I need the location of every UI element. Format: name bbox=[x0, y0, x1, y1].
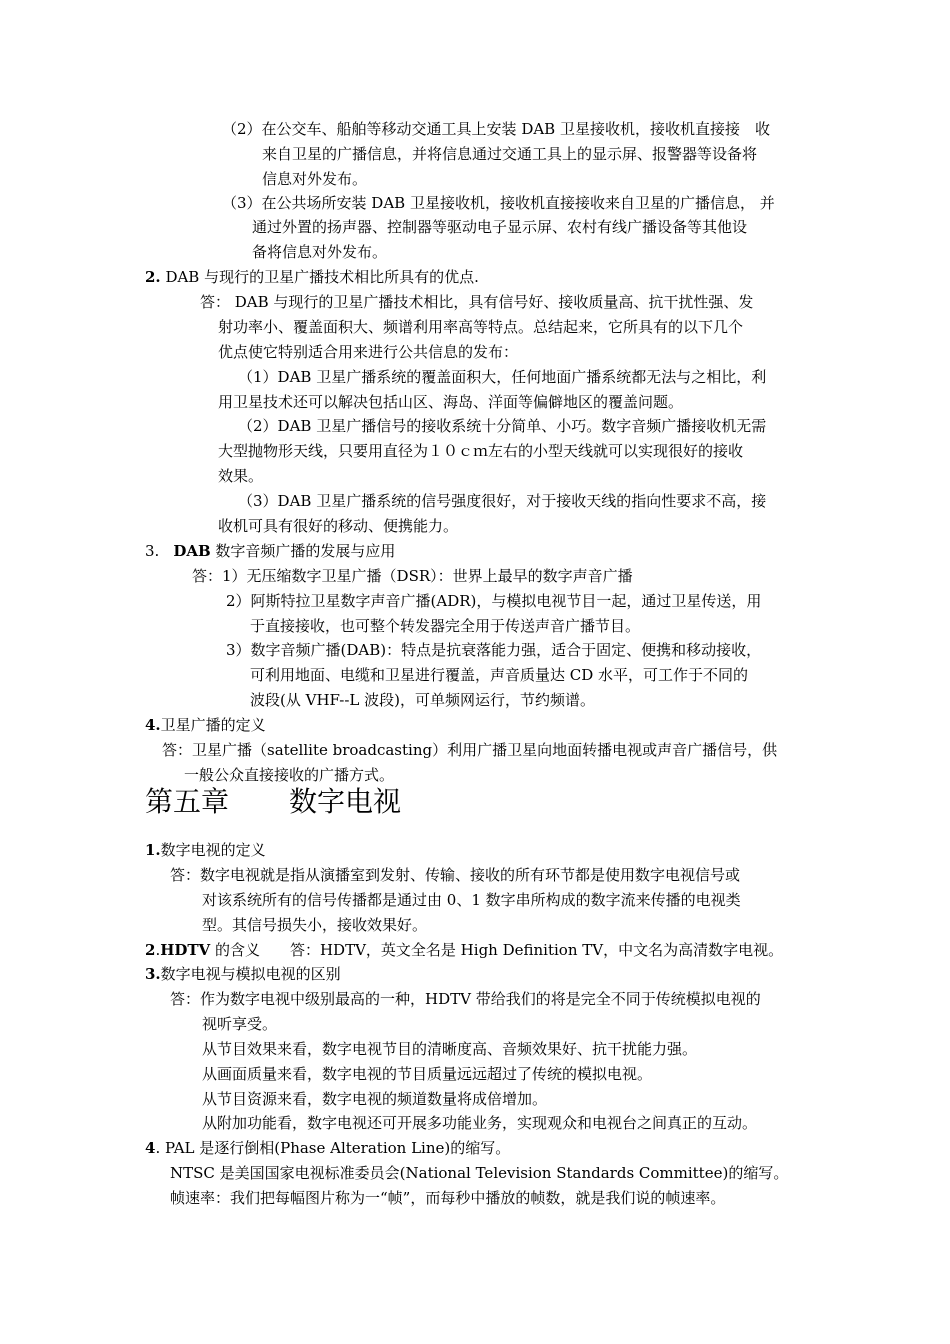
dab-use-2-line-1: （2）在公交车、船舶等移动交通工具上安装 DAB 卫星接收机，接收机直接接 收 bbox=[222, 120, 770, 138]
q3-heading bbox=[145, 539, 395, 564]
q3-answer-3-line-3: 波段(从 VHF--L 波段)，可单频网运行，节约频谱。 bbox=[250, 691, 595, 709]
dab-use-2-line-2: 来自卫星的广播信息，并将信息通过交通工具上的显示屏、报警器等设备将 bbox=[262, 145, 758, 163]
q3-title-bold: DAB bbox=[173, 542, 211, 560]
q3-number: 3. bbox=[145, 542, 160, 560]
q2-answer-line-1: 答： DAB 与现行的卫星广播技术相比，具有信号好、接收质量高、抗干扰性强、发 bbox=[200, 293, 754, 311]
q4-title: 卫星广播的定义 bbox=[160, 716, 266, 734]
c2-rest: 的含义 答：HDTV，英文全名是 High Definition TV，中文名为高清数字电视。 bbox=[210, 941, 784, 959]
q2-point-1-line-1: （1）DAB 卫星广播系统的覆盖面积大，任何地面广播系统都无法与之相比，利 bbox=[238, 368, 767, 386]
c1-answer-line-1: 答：数字电视就是指从演播室到发射、传输、接收的所有环节都是使用数字电视信号或 bbox=[170, 866, 741, 884]
dab-use-2-line-3: 信息对外发布。 bbox=[262, 170, 368, 188]
c3-answer-line-1: 答：作为数字电视中级别最高的一种，HDTV 带给我们的将是完全不同于传统模拟电视的 bbox=[170, 990, 761, 1008]
c1-answer-line-3: 型。其信号损失小，接收效果好。 bbox=[202, 916, 428, 934]
chapter-title bbox=[145, 784, 401, 820]
q2-point-2-line-1: （2）DAB 卫星广播信号的接收系统十分简单、小巧。数字音频广播接收机无需 bbox=[238, 417, 767, 435]
q2-heading bbox=[145, 265, 479, 290]
c2-dot: . bbox=[155, 941, 161, 959]
q3-answer-3-line-2: 可利用地面、电缆和卫星进行覆盖，声音质量达 CD 水平，可工作于不同的 bbox=[250, 666, 749, 684]
c3-point-4: 从附加功能看，数字电视还可开展多功能业务，实现观众和电视台之间真正的互动。 bbox=[202, 1114, 758, 1132]
c1-answer-line-2: 对该系统所有的信号传播都是通过由 0、1 数字串所构成的数字流来传播的电视类 bbox=[202, 891, 741, 909]
q4-answer-line-1: 答：卫星广播（satellite broadcasting）利用广播卫星向地面转播电视或声音广播信号，供 bbox=[162, 741, 778, 759]
chapter-number: 第五章 bbox=[145, 785, 230, 818]
c2-line bbox=[145, 938, 783, 963]
q2-point-2-line-3: 效果。 bbox=[218, 467, 264, 485]
dab-use-3-line-1: （3）在公共场所安装 DAB 卫星接收机，接收机直接接收来自卫星的广播信息， 并 bbox=[222, 194, 775, 212]
c3-point-2: 从画面质量来看，数字电视的节目质量远远超过了传统的模拟电视。 bbox=[202, 1065, 653, 1083]
q3-answer-2-line-2: 于直接接收，也可整个转发器完全用于传送声音广播节目。 bbox=[250, 617, 641, 635]
q2-title: DAB 与现行的卫星广播技术相比所具有的优点. bbox=[160, 268, 479, 286]
q2-answer-line-3: 优点使它特别适合用来进行公共信息的发布： bbox=[218, 343, 519, 361]
q2-point-3-line-1: （3）DAB 卫星广播系统的信号强度很好，对于接收天线的指向性要求不高，接 bbox=[238, 492, 767, 510]
chapter-name: 数字电视 bbox=[289, 785, 402, 818]
c1-title: 数字电视的定义 bbox=[160, 841, 266, 859]
dab-use-3-line-2: 通过外置的扬声器、控制器等驱动电子显示屏、农村有线广播设备等其他设 bbox=[252, 218, 748, 236]
q3-answer-2-line-1: 2）阿斯特拉卫星数字声音广播(ADR)，与模拟电视节目一起，通过卫星传送，用 bbox=[226, 592, 762, 610]
q2-point-1-line-2: 用卫星技术还可以解决包括山区、海岛、洋面等偏僻地区的覆盖问题。 bbox=[218, 393, 684, 411]
c3-answer-line-2: 视听享受。 bbox=[202, 1015, 278, 1033]
c1-heading bbox=[145, 838, 266, 863]
q2-answer-line-2: 射功率小、覆盖面积大、频谱利用率高等特点。总结起来，它所具有的以下几个 bbox=[218, 318, 744, 336]
c2-title-bold: HDTV bbox=[160, 941, 211, 959]
q3-answer-3-line-1: 3）数字音频广播(DAB)：特点是抗衰落能力强，适合于固定、便携和移动接收， bbox=[226, 641, 762, 659]
q3-title: 数字音频广播的发展与应用 bbox=[210, 542, 396, 560]
c3-number: 3. bbox=[145, 965, 161, 983]
c4-line bbox=[145, 1136, 510, 1161]
c4-number: 4 bbox=[145, 1139, 156, 1157]
c3-point-3: 从节目资源来看，数字电视的频道数量将成倍增加。 bbox=[202, 1090, 548, 1108]
dab-use-3-line-3: 备将信息对外发布。 bbox=[252, 243, 388, 261]
q2-point-2-line-2: 大型抛物形天线，只要用直径为１０ｃｍ左右的小型天线就可以实现很好的接收 bbox=[218, 442, 744, 460]
q2-point-3-line-2: 收机可具有很好的移动、便携能力。 bbox=[218, 517, 459, 535]
c4-pal: . PAL 是逐行倒相(Phase Alteration Line)的缩写。 bbox=[155, 1139, 511, 1157]
q2-number: 2. bbox=[145, 268, 161, 286]
c4-ntsc: NTSC 是美国国家电视标准委员会(National Television Standards Committee)的缩写。 bbox=[170, 1164, 789, 1182]
c3-point-1: 从节目效果来看，数字电视节目的清晰度高、音频效果好、抗干扰能力强。 bbox=[202, 1040, 698, 1058]
c4-frame-rate: 帧速率：我们把每幅图片称为一“帧”，而每秒中播放的帧数，就是我们说的帧速率。 bbox=[170, 1189, 726, 1207]
q3-answer-1: 答：1）无压缩数字卫星广播（DSR）：世界上最早的数字声音广播 bbox=[192, 567, 633, 585]
c3-heading bbox=[145, 962, 341, 987]
c1-number: 1. bbox=[145, 841, 161, 859]
c2-number: 2 bbox=[145, 941, 156, 959]
q4-answer-line-2: 一般公众直接接收的广播方式。 bbox=[184, 766, 395, 784]
q4-heading bbox=[145, 713, 266, 738]
c3-title: 数字电视与模拟电视的区别 bbox=[160, 965, 341, 983]
q4-number: 4. bbox=[145, 716, 161, 734]
